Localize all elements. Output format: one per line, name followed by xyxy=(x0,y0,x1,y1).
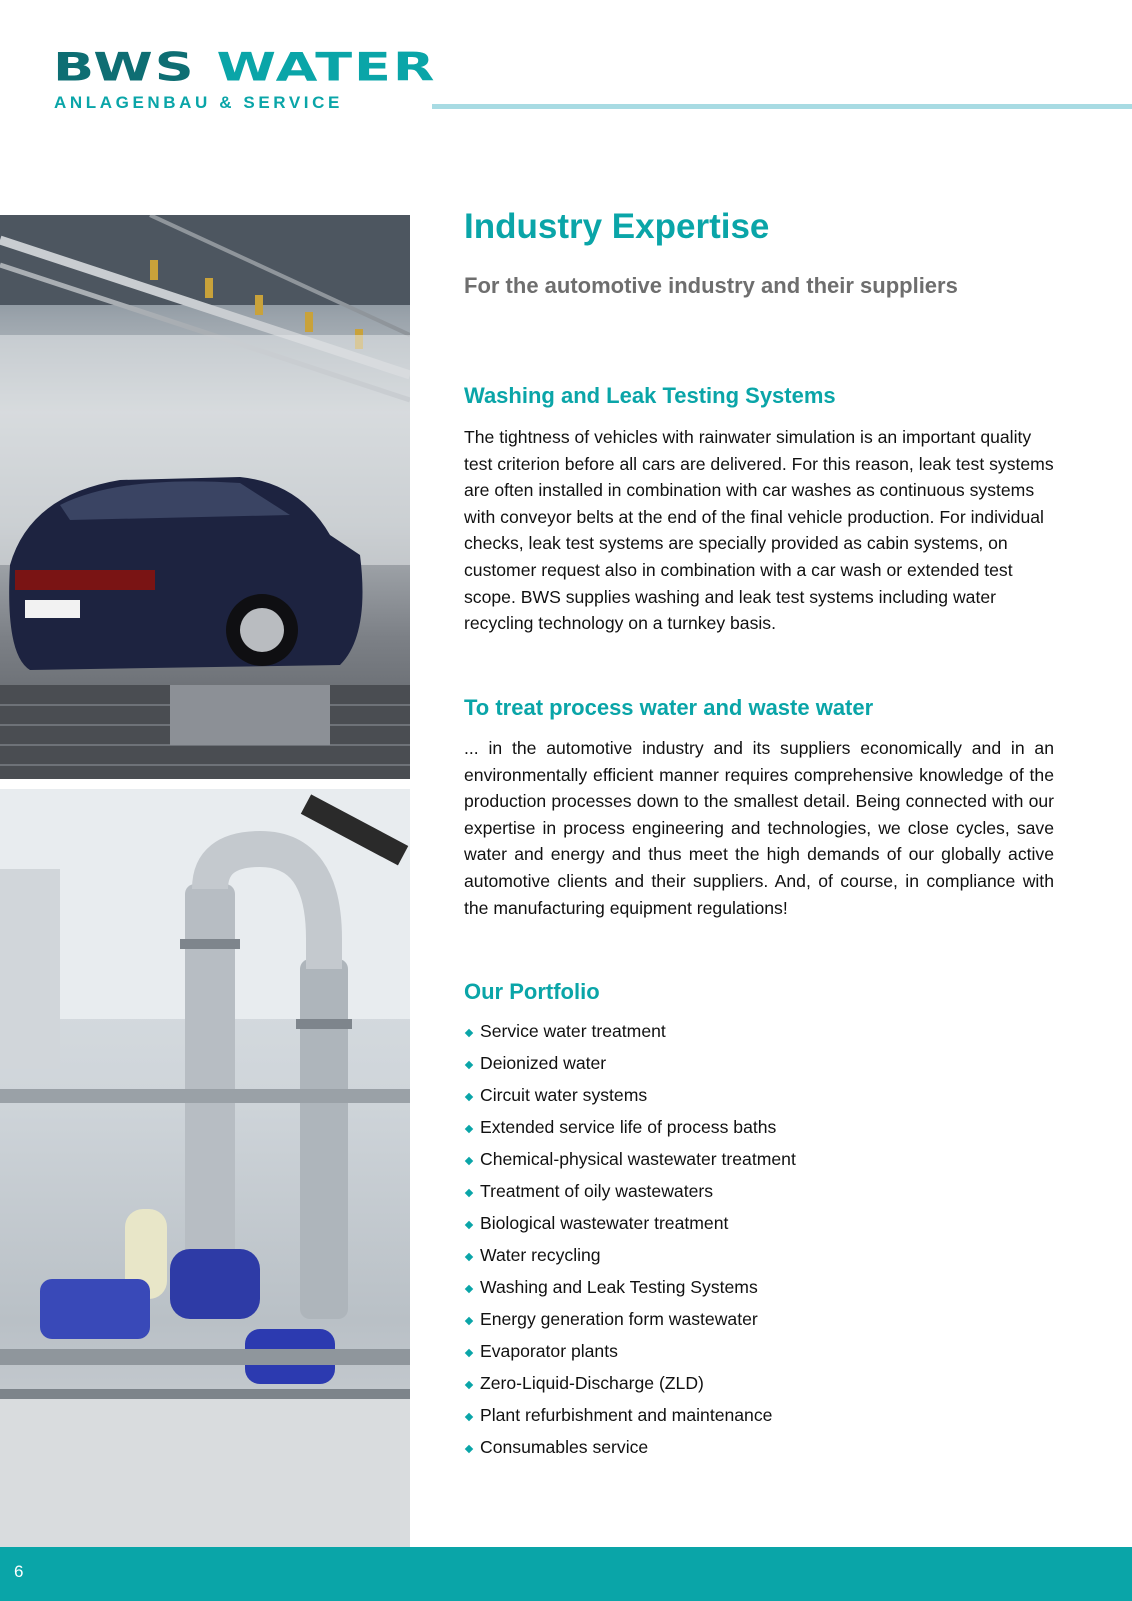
list-item-label: Deionized water xyxy=(480,1052,607,1073)
page-title: Industry Expertise xyxy=(464,207,770,246)
list-item xyxy=(464,1431,796,1463)
list-item-label: Washing and Leak Testing Systems xyxy=(480,1276,758,1297)
logo-word-bws: BWS xyxy=(53,44,217,90)
diamond-bullet-icon xyxy=(465,1444,473,1452)
diamond-bullet-icon xyxy=(465,1060,473,1068)
list-item-label: Biological wastewater treatment xyxy=(480,1212,729,1233)
page-footer xyxy=(0,1547,1132,1601)
list-item xyxy=(464,1143,796,1175)
portfolio-heading: Our Portfolio xyxy=(464,979,600,1004)
list-item xyxy=(464,1271,796,1303)
diamond-bullet-icon xyxy=(465,1092,473,1100)
list-item-label: Extended service life of process baths xyxy=(480,1116,777,1137)
plant-photo-illustration xyxy=(0,789,410,1549)
diamond-bullet-icon xyxy=(465,1028,473,1036)
logo-tagline: ANLAGENBAU & SERVICE xyxy=(54,93,343,112)
list-item xyxy=(464,1047,796,1079)
logo-word-water: WATER xyxy=(216,44,437,90)
logo-wordmark xyxy=(53,44,437,90)
diamond-bullet-icon xyxy=(465,1348,473,1356)
list-item-label: Service water treatment xyxy=(480,1020,666,1041)
section-heading-washing: Washing and Leak Testing Systems xyxy=(464,383,836,408)
brand-logo xyxy=(53,44,437,112)
page-number: 6 xyxy=(14,1562,24,1581)
list-item xyxy=(464,1367,796,1399)
list-item xyxy=(464,1015,796,1047)
list-item xyxy=(464,1175,796,1207)
list-item xyxy=(464,1335,796,1367)
diamond-bullet-icon xyxy=(465,1412,473,1420)
list-item xyxy=(464,1239,796,1271)
list-item-label: Zero-Liquid-Discharge (ZLD) xyxy=(480,1372,704,1393)
diamond-bullet-icon xyxy=(465,1284,473,1292)
list-item-label: Plant refurbishment and maintenance xyxy=(480,1404,773,1425)
list-item-label: Circuit water systems xyxy=(480,1084,648,1105)
diamond-bullet-icon xyxy=(465,1156,473,1164)
diamond-bullet-icon xyxy=(465,1124,473,1132)
list-item xyxy=(464,1111,796,1143)
list-item-label: Evaporator plants xyxy=(480,1340,618,1361)
diamond-bullet-icon xyxy=(465,1252,473,1260)
header-rule xyxy=(432,104,1132,109)
car-photo-illustration xyxy=(0,215,410,779)
diamond-bullet-icon xyxy=(465,1316,473,1324)
list-item xyxy=(464,1303,796,1335)
list-item xyxy=(464,1079,796,1111)
water-treatment-plant-photo xyxy=(0,789,410,1549)
car-leak-test-photo xyxy=(0,215,410,779)
list-item-label: Chemical-physical wastewater treatment xyxy=(480,1148,796,1169)
list-item-label: Consumables service xyxy=(480,1436,649,1457)
portfolio-list xyxy=(464,1015,796,1463)
section-heading-process-water: To treat process water and waste water xyxy=(464,695,874,720)
list-item-label: Treatment of oily wastewaters xyxy=(480,1180,714,1201)
diamond-bullet-icon xyxy=(465,1220,473,1228)
diamond-bullet-icon xyxy=(465,1380,473,1388)
section-body-process-water: ... in the automotive industry and its suppliers economically and in an environmentally efficient manner requires comprehensive knowledge of the production processes down to the smallest detail. Being connected with our expertise in process engineering and technologies, we close cycles, save water and energy and thus meet the high demands of our globally active automotive clients and their suppliers. And, of course, in compliance with the manufacturing equipment regulations! xyxy=(464,738,1054,918)
diamond-bullet-icon xyxy=(465,1188,473,1196)
page-subtitle: For the automotive industry and their suppliers xyxy=(464,273,958,298)
list-item xyxy=(464,1207,796,1239)
list-item-label: Energy generation form wastewater xyxy=(480,1308,758,1329)
list-item-label: Water recycling xyxy=(480,1244,601,1265)
section-body-washing: The tightness of vehicles with rainwater simulation is an important quality test criterion before all cars are delivered. For this reason, leak test systems are often installed in combination with car washes as continuous systems with conveyor belts at the end of the final vehicle production. For individual checks, leak test systems are specially provided as cabin systems, on customer request also in combination with a car wash or extended test scope. BWS supplies washing and leak test systems including water recycling technology on a turnkey basis. xyxy=(464,427,1054,634)
list-item xyxy=(464,1399,796,1431)
